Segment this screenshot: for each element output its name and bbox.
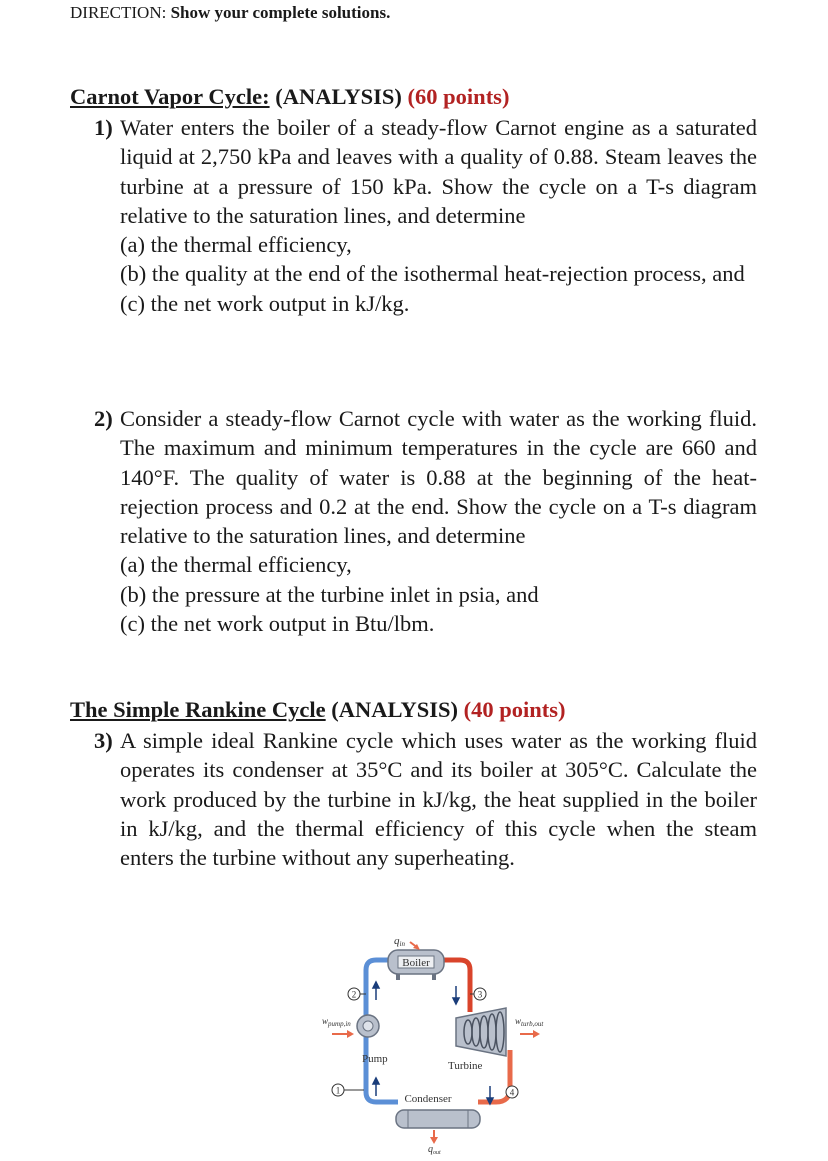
rankine-section-heading: [70, 697, 566, 723]
w-pump-symbol: $w_{pump,in}$: [322, 1016, 351, 1028]
rankine-subtitle: (ANALYSIS): [331, 697, 458, 722]
rankine-cycle-diagram: [310, 930, 570, 1156]
direction-line: [70, 3, 390, 23]
condenser-body: [396, 1110, 480, 1128]
direction-text: Show your complete solutions.: [170, 3, 391, 22]
rankine-diagram-svg: [310, 930, 570, 1156]
turbine-label: Turbine: [448, 1060, 483, 1072]
problem-3-number: 3): [94, 728, 113, 753]
problem-2-text: Consider a steady-flow Carnot cycle with water as the working fluid. The maximum and minimum temperatures in the cycle are 660 and 140°F. The quality of water is 0.88 at the beginning of the heat-rejection process and 0.2 at the end. Show the cycle on a T-s diagram relative to the saturation lines, and determine: [120, 406, 757, 549]
pipe-condenser-to-pump: [366, 1030, 398, 1102]
pipe-boiler-to-turbine: [440, 960, 470, 1012]
q-in-symbol: qin: [394, 935, 405, 948]
carnot-title: Carnot Vapor Cycle:: [70, 84, 270, 109]
pipe-turbine-to-condenser: [478, 1050, 510, 1102]
problem-2-part-c: (c) the net work output in Btu/lbm.: [120, 611, 435, 637]
svg-text:1: 1: [335, 1085, 341, 1096]
state-marker-2: [348, 988, 366, 1000]
problem-1-part-b: (b) the quality at the end of the isothermal heat-rejection process, and: [120, 261, 745, 287]
problem-3-text: A simple ideal Rankine cycle which uses water as the working fluid operates its condenser at 35°C and its boiler at 305°C. Calculate the work produced by the turbine in kJ/kg, the heat supplied in the boiler in kJ/kg, and the thermal efficiency of this cycle when the steam enters the turbine without any superheating.: [120, 728, 757, 871]
carnot-section-heading: [70, 84, 509, 110]
carnot-subtitle: (ANALYSIS): [275, 84, 402, 109]
problem-2-part-b: (b) the pressure at the turbine inlet in psia, and: [120, 581, 539, 607]
svg-text:4: 4: [509, 1087, 515, 1098]
q-out-symbol: $q_{out}$: [428, 1144, 441, 1156]
boiler-label: Boiler: [402, 957, 430, 969]
w-turb-symbol: $w_{turb,out}$: [515, 1016, 544, 1028]
problem-1-text: Water enters the boiler of a steady-flow Carnot engine as a saturated liquid at 2,750 kPa and leaves with a quality of 0.88. Steam leaves the turbine at a pressure of 150 kPa. Show the cycle on a T-s diagram relative to the saturation lines, and determine: [120, 115, 757, 228]
problem-1-number: 1): [94, 115, 113, 140]
problem-2: [94, 404, 757, 638]
problem-2-part-a: (a) the thermal efficiency,: [120, 552, 352, 578]
rankine-title: The Simple Rankine Cycle: [70, 697, 326, 722]
pump-label: Pump: [362, 1053, 388, 1065]
state-marker-4: [506, 1086, 518, 1098]
rankine-points: (40 points): [463, 697, 566, 722]
problem-3: [94, 726, 757, 872]
svg-text:3: 3: [477, 989, 483, 1000]
pipe-pump-to-boiler: [366, 960, 392, 1018]
problem-2-number: 2): [94, 406, 113, 431]
direction-label: DIRECTION:: [70, 3, 167, 22]
problem-1: [94, 113, 757, 318]
carnot-points: (60 points): [407, 84, 510, 109]
state-marker-1: [332, 1084, 364, 1096]
svg-text:2: 2: [351, 989, 357, 1000]
condenser-label: Condenser: [404, 1093, 452, 1105]
problem-1-part-c: (c) the net work output in kJ/kg.: [120, 290, 410, 316]
problem-1-part-a: (a) the thermal efficiency,: [120, 232, 352, 258]
